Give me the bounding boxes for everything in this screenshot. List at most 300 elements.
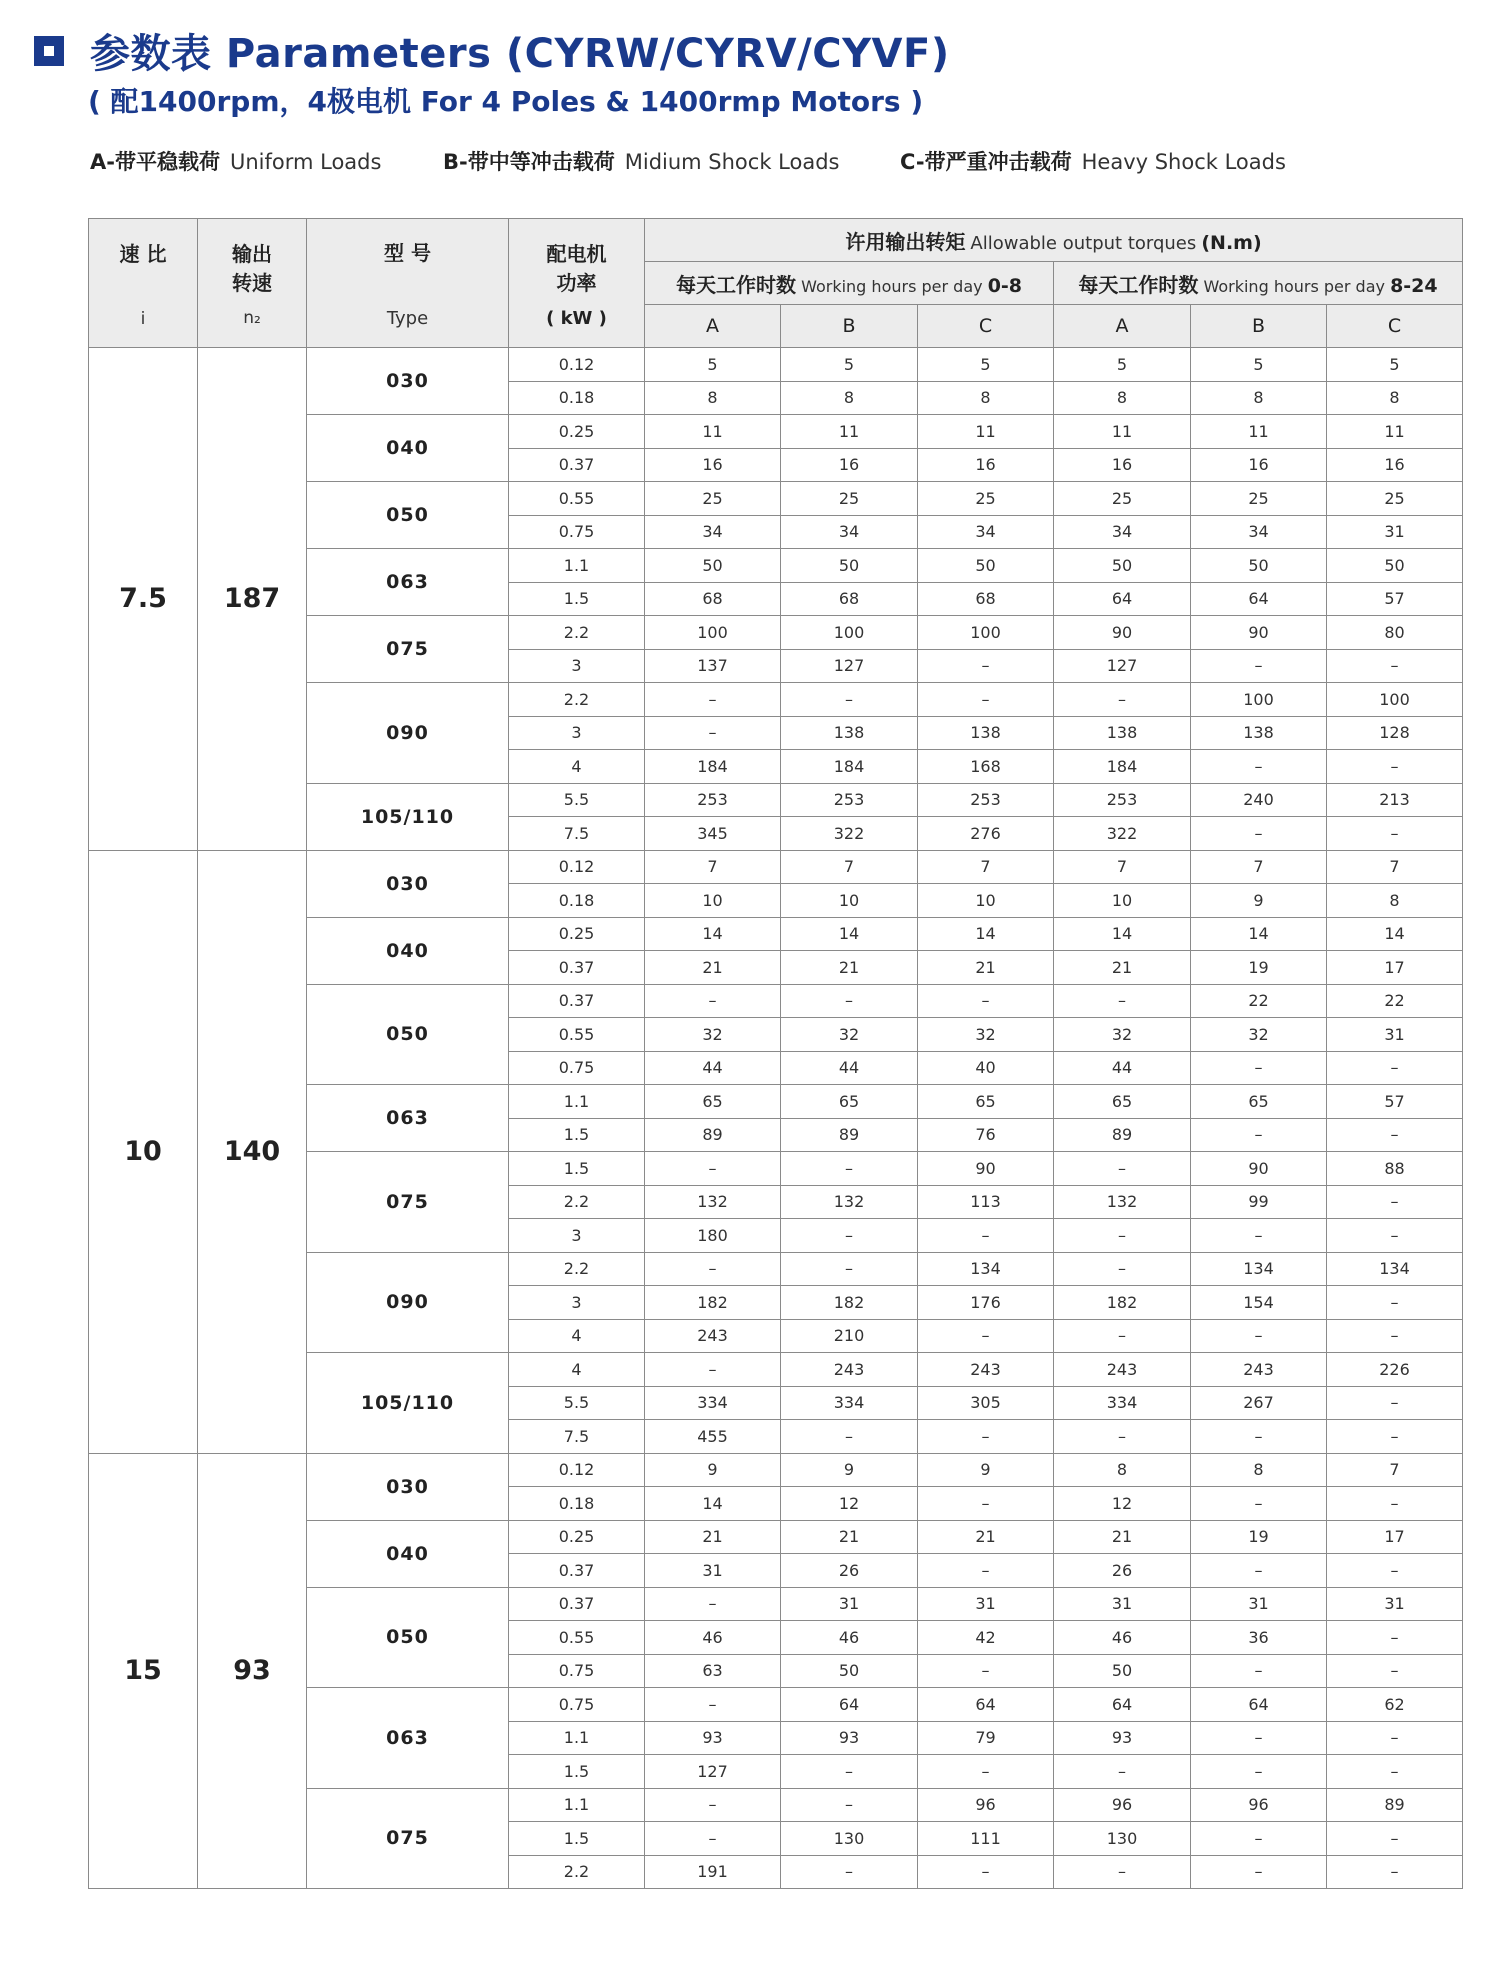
torque-cell: –	[1054, 1420, 1191, 1454]
torque-cell: –	[918, 683, 1054, 717]
torque-cell: 93	[1054, 1721, 1191, 1755]
torque-cell: –	[1054, 1219, 1191, 1253]
power-cell: 2.2	[509, 1855, 645, 1889]
type-cell: 090	[307, 1252, 509, 1353]
torque-cell: 64	[1054, 582, 1191, 616]
torque-cell: 8	[1191, 1453, 1327, 1487]
power-cell: 0.12	[509, 850, 645, 884]
torque-cell: 64	[1191, 582, 1327, 616]
torque-cell: 68	[645, 582, 781, 616]
torque-cell: 14	[645, 917, 781, 951]
power-cell: 1.5	[509, 1755, 645, 1789]
torque-cell: 50	[918, 549, 1054, 583]
torque-cell: 138	[1191, 716, 1327, 750]
parameters-table	[88, 218, 1463, 1889]
torque-cell: 100	[1327, 683, 1463, 717]
torque-cell: 44	[1054, 1051, 1191, 1085]
title-square-icon	[34, 36, 64, 66]
torque-cell: –	[1327, 1219, 1463, 1253]
torque-cell: –	[1327, 1654, 1463, 1688]
torque-cell: 89	[645, 1118, 781, 1152]
torque-cell: 345	[645, 817, 781, 851]
type-cell: 075	[307, 616, 509, 683]
torque-cell: 44	[645, 1051, 781, 1085]
torque-cell: 12	[781, 1487, 918, 1521]
header-ratio-symbol: i	[140, 308, 146, 329]
type-cell: 075	[307, 1788, 509, 1889]
header-hours-0-8	[645, 262, 1054, 305]
type-cell: 030	[307, 850, 509, 917]
speed-cell: 140	[198, 850, 307, 1453]
torque-cell: –	[918, 1487, 1054, 1521]
power-cell: 1.1	[509, 1721, 645, 1755]
torque-cell: 68	[781, 582, 918, 616]
torque-cell: 7	[1327, 850, 1463, 884]
torque-cell: –	[1327, 1118, 1463, 1152]
torque-cell: –	[1191, 1855, 1327, 1889]
torque-cell: 9	[781, 1453, 918, 1487]
power-cell: 1.5	[509, 582, 645, 616]
header-torque	[645, 219, 1463, 262]
type-cell: 063	[307, 549, 509, 616]
header-ratio	[89, 219, 198, 348]
torque-cell: 50	[781, 1654, 918, 1688]
torque-cell: –	[1191, 1487, 1327, 1521]
torque-cell: 19	[1191, 951, 1327, 985]
torque-cell: 40	[918, 1051, 1054, 1085]
torque-cell: 5	[781, 348, 918, 382]
torque-cell: 88	[1327, 1152, 1463, 1186]
type-cell: 030	[307, 1453, 509, 1520]
torque-cell: 99	[1191, 1185, 1327, 1219]
power-cell: 7.5	[509, 817, 645, 851]
torque-cell: 334	[1054, 1386, 1191, 1420]
torque-cell: 243	[1191, 1353, 1327, 1387]
torque-cell: 100	[781, 616, 918, 650]
torque-cell: –	[1191, 1319, 1327, 1353]
table-row	[89, 850, 1463, 884]
type-cell: 050	[307, 984, 509, 1085]
torque-cell: 21	[1054, 1520, 1191, 1554]
torque-cell: 21	[1054, 951, 1191, 985]
header-torque-en: Allowable output torques	[970, 232, 1197, 254]
legend-c-text: Heavy Shock Loads	[1081, 150, 1286, 174]
torque-cell: 182	[1054, 1286, 1191, 1320]
torque-cell: –	[1327, 1721, 1463, 1755]
power-cell: 2.2	[509, 683, 645, 717]
torque-cell: 93	[645, 1721, 781, 1755]
torque-cell: 64	[1054, 1688, 1191, 1722]
torque-cell: 10	[645, 884, 781, 918]
header-type-cn: 型 号	[384, 241, 431, 265]
torque-cell: 16	[781, 448, 918, 482]
torque-cell: –	[1191, 1219, 1327, 1253]
torque-cell: –	[1327, 649, 1463, 683]
torque-cell: 7	[1327, 1453, 1463, 1487]
torque-cell: 134	[1327, 1252, 1463, 1286]
torque-cell: –	[918, 1554, 1054, 1588]
power-cell: 1.5	[509, 1822, 645, 1856]
torque-cell: –	[1327, 1051, 1463, 1085]
speed-cell: 93	[198, 1453, 307, 1889]
power-cell: 3	[509, 649, 645, 683]
torque-cell: 8	[1054, 1453, 1191, 1487]
torque-cell: 184	[645, 750, 781, 784]
power-cell: 3	[509, 1286, 645, 1320]
torque-cell: 31	[781, 1587, 918, 1621]
torque-cell: 168	[918, 750, 1054, 784]
torque-cell: 8	[918, 381, 1054, 415]
torque-cell: 14	[1327, 917, 1463, 951]
torque-cell: 89	[1327, 1788, 1463, 1822]
power-cell: 3	[509, 1219, 645, 1253]
header-load-c: C	[918, 305, 1054, 348]
power-cell: 0.12	[509, 1453, 645, 1487]
power-cell: 0.18	[509, 1487, 645, 1521]
power-cell: 0.18	[509, 381, 645, 415]
torque-cell: 16	[645, 448, 781, 482]
torque-cell: 12	[1054, 1487, 1191, 1521]
power-cell: 2.2	[509, 1185, 645, 1219]
power-cell: 4	[509, 750, 645, 784]
type-cell: 030	[307, 348, 509, 415]
torque-cell: 11	[781, 415, 918, 449]
torque-cell: –	[1191, 1420, 1327, 1454]
torque-cell: 100	[1191, 683, 1327, 717]
torque-cell: –	[645, 1788, 781, 1822]
type-cell: 105/110	[307, 783, 509, 850]
header-hours-8-24	[1054, 262, 1463, 305]
torque-cell: –	[1327, 1286, 1463, 1320]
torque-cell: 132	[1054, 1185, 1191, 1219]
type-cell: 050	[307, 482, 509, 549]
torque-cell: –	[645, 683, 781, 717]
torque-cell: 16	[1327, 448, 1463, 482]
ratio-cell: 10	[89, 850, 198, 1453]
torque-cell: –	[645, 1587, 781, 1621]
power-cell: 0.37	[509, 951, 645, 985]
power-cell: 0.75	[509, 1688, 645, 1722]
speed-cell: 187	[198, 348, 307, 851]
torque-cell: 31	[1327, 1018, 1463, 1052]
torque-cell: 5	[645, 348, 781, 382]
torque-cell: 253	[1054, 783, 1191, 817]
torque-cell: –	[918, 1855, 1054, 1889]
torque-cell: –	[1327, 1554, 1463, 1588]
torque-cell: –	[1054, 1152, 1191, 1186]
torque-cell: –	[1054, 984, 1191, 1018]
header-torque-cn: 许用输出转矩	[845, 229, 966, 254]
torque-cell: 90	[1191, 1152, 1327, 1186]
header-hours-en: Working hours per day	[1203, 276, 1385, 296]
type-cell: 075	[307, 1152, 509, 1253]
torque-cell: –	[1191, 1822, 1327, 1856]
torque-cell: 34	[781, 515, 918, 549]
legend-c	[900, 146, 1286, 176]
torque-cell: 7	[645, 850, 781, 884]
torque-cell: 21	[918, 1520, 1054, 1554]
torque-cell: 65	[645, 1085, 781, 1119]
legend-a	[90, 146, 381, 176]
torque-cell: 7	[1191, 850, 1327, 884]
torque-cell: 22	[1327, 984, 1463, 1018]
legend-a-code: A-带平稳载荷	[90, 150, 220, 174]
torque-cell: –	[1054, 1755, 1191, 1789]
torque-cell: 132	[781, 1185, 918, 1219]
power-cell: 0.25	[509, 917, 645, 951]
power-cell: 1.1	[509, 1788, 645, 1822]
header-load-a: A	[1054, 305, 1191, 348]
torque-cell: 42	[918, 1621, 1054, 1655]
torque-cell: 14	[781, 917, 918, 951]
torque-cell: –	[918, 1219, 1054, 1253]
torque-cell: 19	[1191, 1520, 1327, 1554]
torque-cell: 11	[1327, 415, 1463, 449]
table-row	[89, 1453, 1463, 1487]
torque-cell: 134	[918, 1252, 1054, 1286]
torque-cell: 25	[1191, 482, 1327, 516]
torque-cell: 31	[918, 1587, 1054, 1621]
torque-cell: 36	[1191, 1621, 1327, 1655]
torque-cell: 11	[1191, 415, 1327, 449]
power-cell: 3	[509, 716, 645, 750]
legend-a-text: Uniform Loads	[229, 150, 382, 174]
torque-cell: 90	[1191, 616, 1327, 650]
power-cell: 7.5	[509, 1420, 645, 1454]
torque-cell: 253	[918, 783, 1054, 817]
torque-cell: 50	[1191, 549, 1327, 583]
torque-cell: –	[1327, 1487, 1463, 1521]
torque-cell: 100	[918, 616, 1054, 650]
torque-cell: 32	[918, 1018, 1054, 1052]
torque-cell: 10	[918, 884, 1054, 918]
torque-cell: 76	[918, 1118, 1054, 1152]
torque-cell: 14	[645, 1487, 781, 1521]
torque-cell: 305	[918, 1386, 1054, 1420]
torque-cell: 243	[781, 1353, 918, 1387]
torque-cell: 34	[645, 515, 781, 549]
power-cell: 0.25	[509, 415, 645, 449]
torque-cell: 34	[1191, 515, 1327, 549]
type-cell: 050	[307, 1587, 509, 1688]
torque-cell: 16	[1191, 448, 1327, 482]
power-cell: 5.5	[509, 1386, 645, 1420]
torque-cell: 65	[781, 1085, 918, 1119]
torque-cell: 25	[1054, 482, 1191, 516]
torque-cell: –	[1191, 1051, 1327, 1085]
torque-cell: –	[918, 1420, 1054, 1454]
torque-cell: 11	[645, 415, 781, 449]
torque-cell: 7	[1054, 850, 1191, 884]
torque-cell: 65	[918, 1085, 1054, 1119]
torque-cell: 32	[781, 1018, 918, 1052]
torque-cell: 57	[1327, 1085, 1463, 1119]
torque-cell: 17	[1327, 1520, 1463, 1554]
torque-cell: –	[781, 984, 918, 1018]
header-load-b: B	[781, 305, 918, 348]
torque-cell: –	[781, 1252, 918, 1286]
torque-cell: 21	[781, 951, 918, 985]
torque-cell: 26	[781, 1554, 918, 1588]
power-cell: 5.5	[509, 783, 645, 817]
torque-cell: 22	[1191, 984, 1327, 1018]
torque-cell: 32	[1191, 1018, 1327, 1052]
torque-cell: –	[1327, 750, 1463, 784]
torque-cell: 31	[1191, 1587, 1327, 1621]
power-cell: 0.18	[509, 884, 645, 918]
header-load-c: C	[1327, 305, 1463, 348]
torque-cell: –	[1191, 750, 1327, 784]
power-cell: 1.1	[509, 549, 645, 583]
power-cell: 2.2	[509, 616, 645, 650]
torque-cell: –	[918, 649, 1054, 683]
torque-cell: –	[645, 716, 781, 750]
torque-cell: 63	[645, 1654, 781, 1688]
torque-cell: 16	[918, 448, 1054, 482]
torque-cell: 90	[918, 1152, 1054, 1186]
torque-cell: 21	[781, 1520, 918, 1554]
legend-b-code: B-带中等冲击载荷	[443, 150, 615, 174]
torque-cell: 26	[1054, 1554, 1191, 1588]
torque-cell: –	[1327, 1420, 1463, 1454]
torque-cell: 226	[1327, 1353, 1463, 1387]
page-title: 参数表 Parameters (CYRW/CYRV/CYVF)	[90, 31, 950, 77]
torque-cell: –	[781, 1755, 918, 1789]
torque-cell: –	[645, 1688, 781, 1722]
torque-cell: –	[645, 1822, 781, 1856]
torque-cell: 46	[645, 1621, 781, 1655]
torque-cell: 240	[1191, 783, 1327, 817]
torque-cell: –	[1054, 1252, 1191, 1286]
header-speed	[198, 219, 307, 348]
torque-cell: 7	[781, 850, 918, 884]
torque-cell: 138	[1054, 716, 1191, 750]
torque-cell: 253	[781, 783, 918, 817]
torque-cell: 50	[1327, 549, 1463, 583]
power-cell: 0.37	[509, 1554, 645, 1588]
torque-cell: –	[1327, 1621, 1463, 1655]
torque-cell: 9	[918, 1453, 1054, 1487]
torque-cell: 21	[645, 1520, 781, 1554]
torque-cell: –	[1327, 1755, 1463, 1789]
torque-cell: 134	[1191, 1252, 1327, 1286]
torque-cell: 8	[645, 381, 781, 415]
table-body	[89, 348, 1463, 1889]
torque-cell: 8	[1191, 381, 1327, 415]
torque-cell: 8	[781, 381, 918, 415]
torque-cell: 32	[1054, 1018, 1191, 1052]
header-hours-range: 0-8	[987, 274, 1023, 297]
torque-cell: 100	[645, 616, 781, 650]
torque-cell: –	[1054, 1855, 1191, 1889]
header-speed-cn1: 输出	[232, 242, 272, 266]
type-cell: 105/110	[307, 1353, 509, 1454]
ratio-cell: 15	[89, 1453, 198, 1889]
legend-b-text: Midium Shock Loads	[624, 150, 840, 174]
torque-cell: 62	[1327, 1688, 1463, 1722]
torque-cell: 14	[918, 917, 1054, 951]
torque-cell: 243	[918, 1353, 1054, 1387]
torque-cell: 7	[918, 850, 1054, 884]
torque-cell: –	[918, 984, 1054, 1018]
torque-cell: 130	[781, 1822, 918, 1856]
type-cell: 063	[307, 1085, 509, 1152]
legend-c-code: C-带严重冲击载荷	[900, 150, 1072, 174]
power-cell: 2.2	[509, 1252, 645, 1286]
power-cell: 0.75	[509, 515, 645, 549]
torque-cell: 65	[1191, 1085, 1327, 1119]
power-cell: 4	[509, 1319, 645, 1353]
header-power-cn1: 配电机	[546, 241, 607, 266]
torque-cell: –	[781, 683, 918, 717]
torque-cell: 322	[781, 817, 918, 851]
torque-cell: 11	[918, 415, 1054, 449]
torque-cell: –	[1191, 817, 1327, 851]
torque-cell: 17	[1327, 951, 1463, 985]
type-cell: 040	[307, 415, 509, 482]
torque-cell: –	[1191, 1721, 1327, 1755]
torque-cell: 32	[645, 1018, 781, 1052]
torque-cell: 21	[918, 951, 1054, 985]
torque-cell: 253	[645, 783, 781, 817]
type-cell: 090	[307, 683, 509, 784]
page-subtitle: ( 配1400rpm，4极电机 For 4 Poles & 1400rmp Motors )	[88, 85, 924, 118]
torque-cell: 34	[918, 515, 1054, 549]
torque-cell: 50	[1054, 1654, 1191, 1688]
torque-cell: 132	[645, 1185, 781, 1219]
torque-cell: –	[1191, 1118, 1327, 1152]
torque-cell: 79	[918, 1721, 1054, 1755]
torque-cell: 25	[645, 482, 781, 516]
torque-cell: –	[645, 1353, 781, 1387]
torque-cell: –	[1191, 1554, 1327, 1588]
torque-cell: 44	[781, 1051, 918, 1085]
torque-cell: –	[1327, 1386, 1463, 1420]
torque-cell: 334	[645, 1386, 781, 1420]
power-cell: 0.37	[509, 984, 645, 1018]
torque-cell: 334	[781, 1386, 918, 1420]
torque-cell: 243	[1054, 1353, 1191, 1387]
torque-cell: 90	[1054, 616, 1191, 650]
torque-cell: 89	[781, 1118, 918, 1152]
torque-cell: 46	[1054, 1621, 1191, 1655]
header-hours-cn: 每天工作时数	[1078, 272, 1199, 297]
header-hours-en: Working hours per day	[801, 276, 983, 296]
torque-cell: 31	[1054, 1587, 1191, 1621]
torque-cell: 25	[781, 482, 918, 516]
torque-cell: 93	[781, 1721, 918, 1755]
torque-cell: 16	[1054, 448, 1191, 482]
torque-cell: 138	[781, 716, 918, 750]
power-cell: 0.25	[509, 1520, 645, 1554]
torque-cell: 46	[781, 1621, 918, 1655]
torque-cell: –	[918, 1319, 1054, 1353]
header-power-unit: ( kW )	[546, 307, 607, 329]
header-speed-symbol: n₂	[243, 308, 261, 328]
torque-cell: 276	[918, 817, 1054, 851]
torque-cell: 8	[1327, 381, 1463, 415]
torque-cell: –	[781, 1788, 918, 1822]
table-header	[89, 219, 1463, 348]
torque-cell: 64	[1191, 1688, 1327, 1722]
power-cell: 1.5	[509, 1118, 645, 1152]
torque-cell: 5	[1191, 348, 1327, 382]
torque-cell: 184	[1054, 750, 1191, 784]
torque-cell: –	[645, 984, 781, 1018]
torque-cell: 14	[1054, 917, 1191, 951]
torque-cell: –	[645, 1252, 781, 1286]
torque-cell: 10	[781, 884, 918, 918]
